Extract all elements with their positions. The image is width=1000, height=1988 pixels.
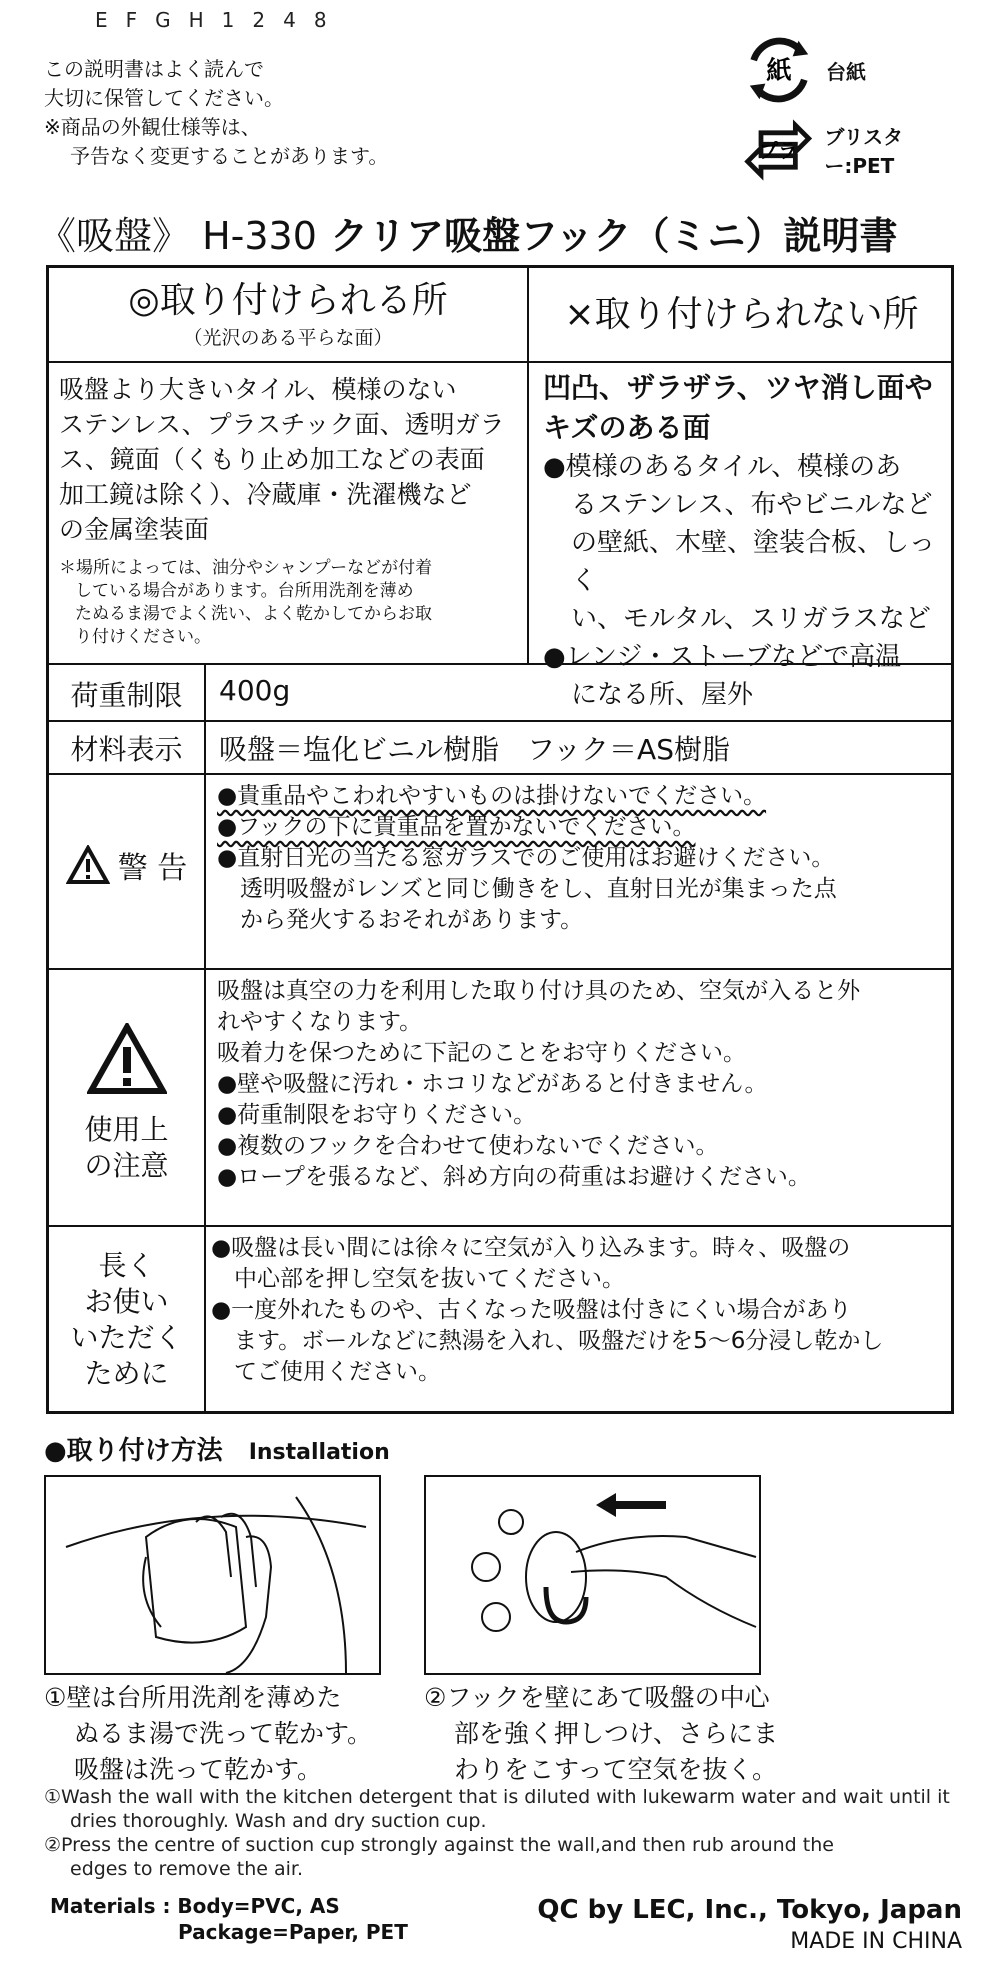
caution-label: 使用上 bbox=[84, 1113, 169, 1146]
warning-line: ●フックの下に貴重品を置かないでください。 bbox=[217, 814, 696, 840]
intro-text bbox=[44, 55, 388, 171]
materials-en-line: Package=Paper, PET bbox=[178, 1920, 408, 1944]
longevity-label-line: お使い bbox=[84, 1285, 169, 1318]
longevity-line: ●吸盤は長い間には徐々に空気が入り込みます。時々、吸盤の bbox=[211, 1235, 851, 1261]
recycle-marks bbox=[740, 30, 970, 190]
intro-line: ※商品の外観仕様等は、 bbox=[44, 115, 261, 139]
load-limit-value: 400g bbox=[219, 674, 291, 707]
step1-text bbox=[44, 1680, 372, 1788]
cannot-attach-body bbox=[543, 368, 953, 714]
plastic-label: ブリスター:PET bbox=[824, 125, 904, 178]
wiping-hand-icon bbox=[46, 1477, 379, 1673]
longevity-line: 中心部を押し空気を抜いてください。 bbox=[211, 1266, 625, 1292]
can-attach-heading: ◎取り付けられる所 bbox=[128, 280, 448, 321]
can-attach-line: 加工鏡は除く）、冷蔵庫・洗濯機など bbox=[59, 480, 472, 509]
caution-line: ●ロープを張るなど、斜め方向の荷重はお避けください。 bbox=[217, 1164, 811, 1190]
company-name: QC by LEC, Inc., Tokyo, Japan bbox=[537, 1895, 962, 1925]
cannot-attach-heading: ×取り付けられない所 bbox=[564, 294, 919, 335]
cannot-attach-item-cont: るステンレス、布やビニルなど bbox=[571, 490, 933, 520]
warning-triangle-icon bbox=[66, 845, 110, 885]
caution-line: ●荷重制限をお守りください。 bbox=[217, 1102, 537, 1128]
longevity-text bbox=[211, 1233, 947, 1388]
cannot-attach-item-cont: い、モルタル、スリガラスなど bbox=[571, 604, 931, 634]
country-of-origin: MADE IN CHINA bbox=[790, 1929, 962, 1954]
can-attach-line: ス、鏡面（くもり止め加工などの表面 bbox=[59, 445, 485, 474]
warning-line: から発火するおそれがあります。 bbox=[217, 907, 584, 933]
warning-label: 警 告 bbox=[117, 851, 188, 886]
longevity-label-line: ために bbox=[84, 1357, 169, 1390]
english-steps bbox=[44, 1785, 964, 1881]
cannot-attach-item-cont: になる所、屋外 bbox=[571, 680, 754, 710]
installation-title bbox=[44, 1430, 390, 1467]
caution-line: 吸盤は真空の力を利用した取り付け具のため、空気が入ると外 bbox=[217, 978, 861, 1004]
product-code: EFGH1248 bbox=[95, 8, 345, 32]
step2-line: ②フックを壁にあて吸盤の中心 bbox=[424, 1683, 770, 1712]
can-attach-note-line: たぬるま湯でよく洗い、よく乾かしてからお取 bbox=[75, 604, 432, 624]
paper-mark-text: 紙 bbox=[766, 55, 792, 85]
warning-line: ●貴重品やこわれやすいものは掛けないでください。 bbox=[217, 783, 767, 809]
longevity-line: ●一度外れたものや、古くなった吸盤は付きにくい場合があり bbox=[211, 1297, 852, 1323]
step1-illustration bbox=[44, 1475, 381, 1675]
warning-line: 透明吸盤がレンズと同じ働きをし、直射日光が集まった点 bbox=[217, 876, 837, 902]
warning-text bbox=[217, 781, 947, 936]
title-prefix: 《吸盤》 H-330 bbox=[38, 214, 317, 258]
longevity-label-line: いただく bbox=[70, 1321, 183, 1354]
can-attach-note-line: している場合があります。台所用洗剤を薄め bbox=[75, 581, 414, 601]
materials-en bbox=[50, 1893, 408, 1945]
materials-value: 吸盤＝塩化ビニル樹脂 フック＝AS樹脂 bbox=[219, 733, 730, 766]
step1-line: 吸盤は洗って乾かす。 bbox=[74, 1755, 323, 1784]
materials-label: 材料表示 bbox=[70, 733, 183, 766]
caution-line: ●壁や吸盤に汚れ・ホコリなどがあると付きません。 bbox=[217, 1071, 768, 1097]
step2-line: 部を強く押しつけ、さらにま bbox=[454, 1719, 779, 1748]
load-limit-label: 荷重制限 bbox=[70, 679, 183, 712]
cannot-attach-item: ●模様のあるタイル、模様のあ bbox=[543, 452, 902, 482]
english-step-line: edges to remove the air. bbox=[70, 1858, 303, 1880]
longevity-label bbox=[49, 1248, 204, 1392]
info-table bbox=[46, 265, 954, 1414]
step1-line: ぬるま湯で洗って乾かす。 bbox=[74, 1719, 373, 1748]
longevity-label-line: 長く bbox=[98, 1249, 155, 1282]
caution-line: ●複数のフックを合わせて使わないでください。 bbox=[217, 1133, 719, 1159]
english-step-line: dries thoroughly. Wash and dry suction cup. bbox=[70, 1810, 487, 1832]
warning-label-cell bbox=[49, 843, 204, 887]
pressing-hook-icon bbox=[426, 1477, 759, 1673]
step1-line: ①壁は台所用洗剤を薄めた bbox=[44, 1683, 342, 1712]
installation-title-jp: ●取り付け方法 bbox=[44, 1436, 223, 1466]
can-attach-body bbox=[59, 372, 521, 649]
can-attach-note-line: ＊場所によっては、油分やシャンプーなどが付着 bbox=[59, 558, 433, 578]
caution-line: れやすくなります。 bbox=[217, 1009, 423, 1035]
can-attach-line: の金属塗装面 bbox=[59, 515, 210, 544]
step2-line: わりをこすって空気を抜く。 bbox=[454, 1755, 778, 1784]
materials-en-line: Materials : Body=PVC, AS bbox=[50, 1894, 340, 1918]
intro-line: この説明書はよく読んで bbox=[44, 57, 264, 81]
caution-label: の注意 bbox=[84, 1149, 169, 1182]
longevity-line: ます。ボールなどに熱湯を入れ、吸盤だけを5〜6分浸し乾かし bbox=[211, 1328, 884, 1354]
installation-title-en: Installation bbox=[248, 1440, 390, 1465]
company-info bbox=[537, 1895, 962, 1954]
can-attach-line: ステンレス、プラスチック面、透明ガラ bbox=[59, 410, 505, 439]
cannot-attach-bold: キズのある面 bbox=[543, 411, 711, 444]
can-attach-line: 吸盤より大きいタイル、模様のない bbox=[59, 375, 457, 404]
intro-line: 予告なく変更することがあります。 bbox=[70, 144, 389, 168]
warning-line: ●直射日光の当たる窓ガラスでのご使用はお避けください。 bbox=[217, 845, 835, 871]
can-attach-note-line: り付けください。 bbox=[75, 627, 211, 647]
plastic-recycle-icon bbox=[740, 113, 816, 187]
longevity-line: てご使用ください。 bbox=[211, 1359, 441, 1385]
step2-illustration bbox=[424, 1475, 761, 1675]
english-step-line: ①Wash the wall with the kitchen detergent that is diluted with lukewarm water and wait until it bbox=[44, 1786, 950, 1808]
page-title bbox=[38, 205, 897, 260]
caution-label-cell bbox=[49, 1023, 204, 1184]
caution-line: 吸着力を保つために下記のことをお守りください。 bbox=[217, 1040, 746, 1066]
step2-text bbox=[424, 1680, 778, 1788]
title-main: クリア吸盤フック（ミニ）説明書 bbox=[330, 214, 898, 258]
can-attach-subheading: （光沢のある平らな面） bbox=[183, 327, 393, 349]
caution-triangle-icon bbox=[87, 1023, 167, 1095]
plastic-mark-text: プラ bbox=[759, 140, 798, 163]
english-step-line: ②Press the centre of suction cup strongly against the wall,and then rub around the bbox=[44, 1834, 834, 1856]
caution-text bbox=[217, 976, 947, 1193]
paper-recycle-icon bbox=[740, 33, 818, 107]
paper-label: 台紙 bbox=[826, 59, 866, 84]
intro-line: 大切に保管してください。 bbox=[44, 86, 284, 110]
cannot-attach-bold: 凹凸、ザラザラ、ツヤ消し面や bbox=[543, 371, 933, 404]
can-attach-header bbox=[49, 272, 527, 350]
cannot-attach-item: ●レンジ・ストーブなどで高温 bbox=[543, 642, 902, 672]
cannot-attach-item-cont: の壁紙、木壁、塗装合板、しっく bbox=[571, 528, 936, 596]
